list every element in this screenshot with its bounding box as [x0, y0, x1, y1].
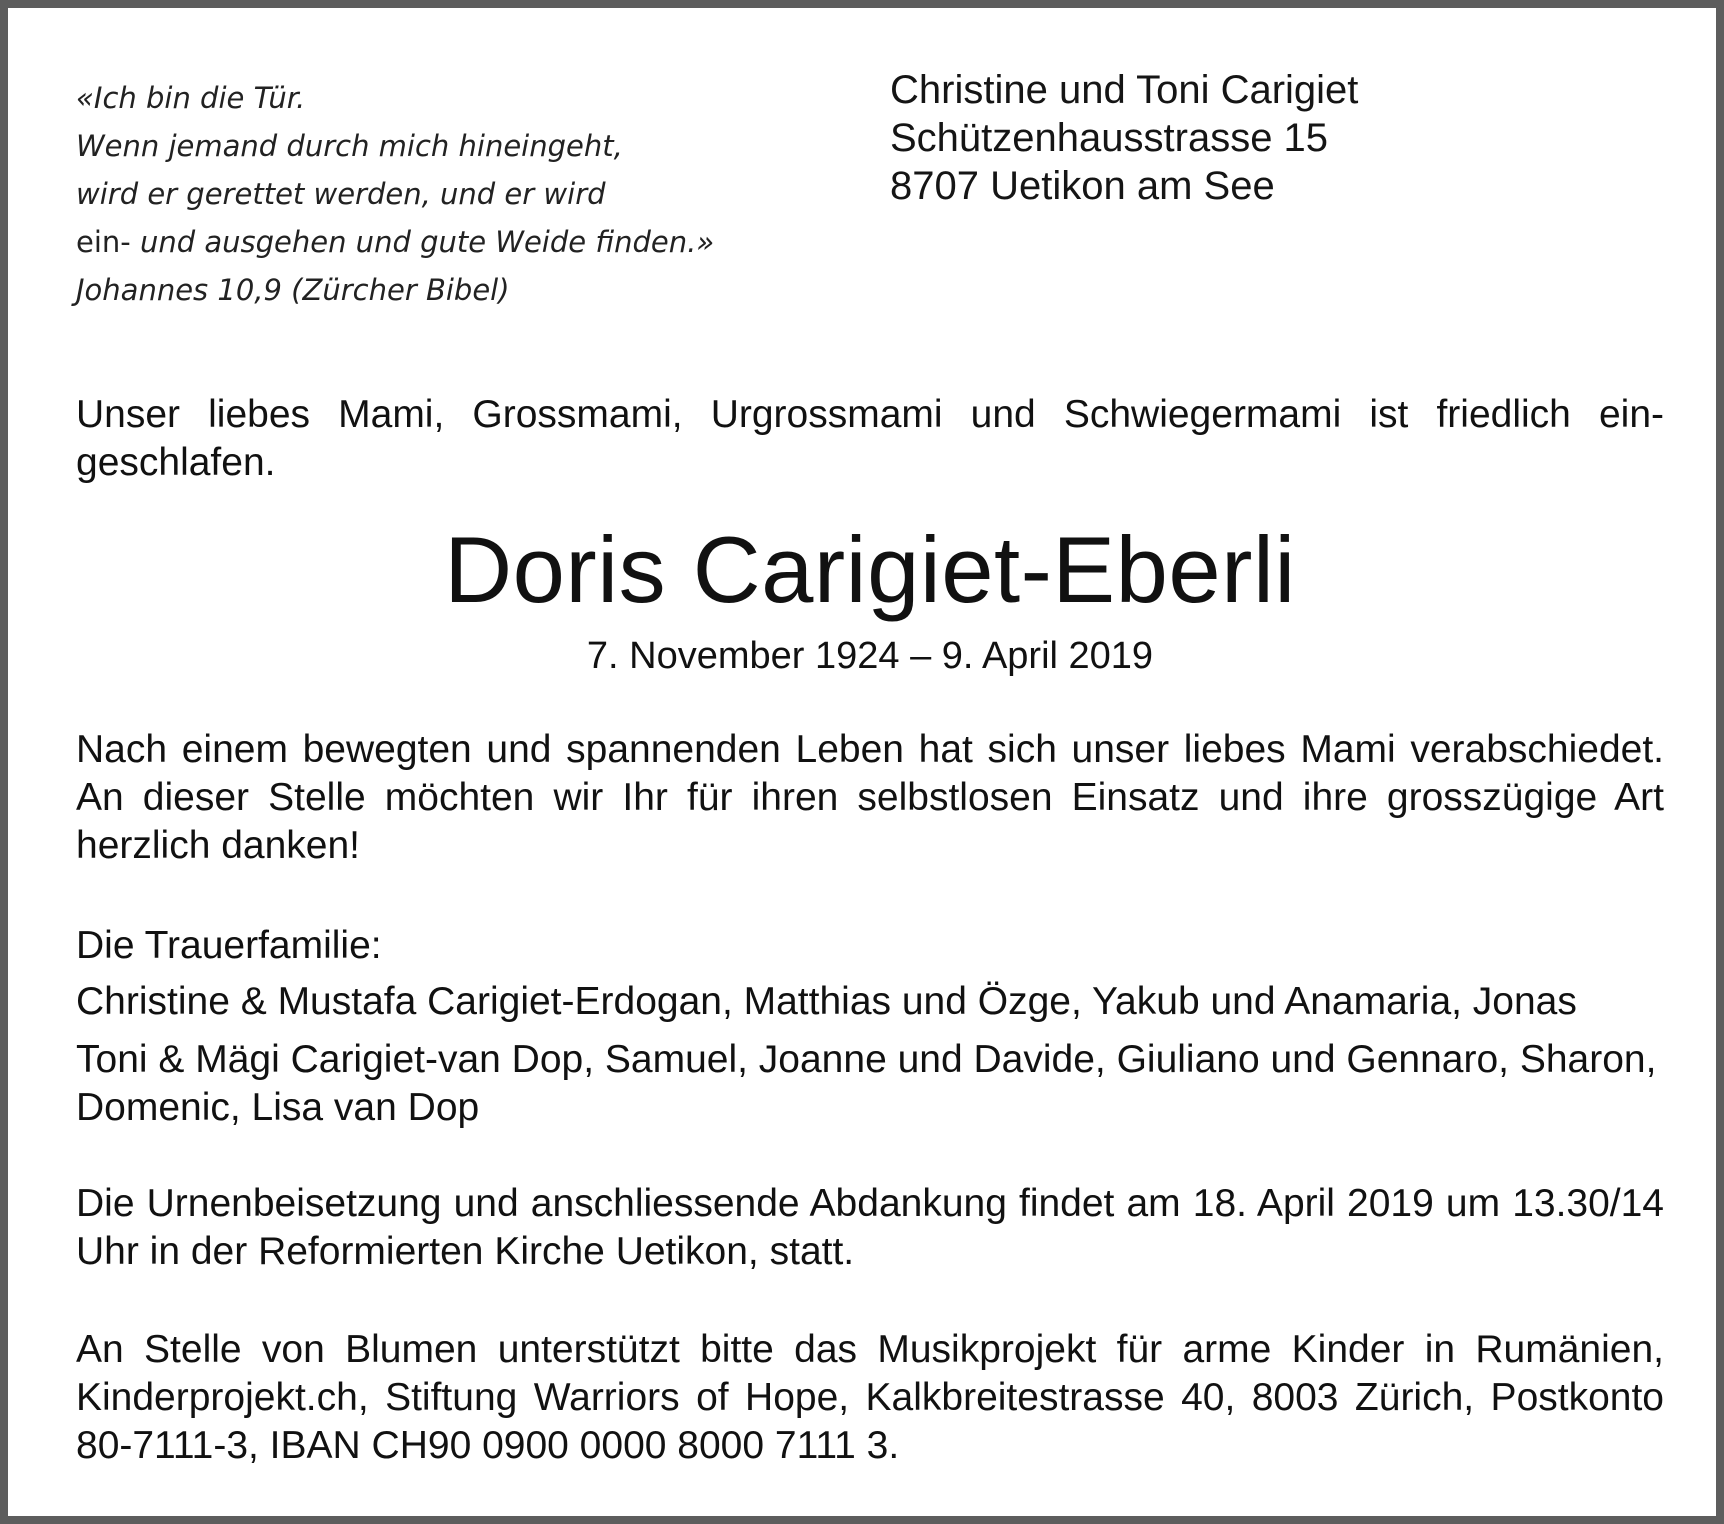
family-line-1: Christine & Mustafa Carigiet-Erdogan, Matthias und Özge, Yakub und Anamaria, Jonas — [76, 980, 1577, 1023]
service-info: Die Urnenbeisetzung und anschliessende Abdankung findet am 18. April 2019 um 13.30/14 Uhr in der Reformierten Kirche Uetikon, statt. — [76, 1182, 1664, 1273]
address-name: Christine und Toni Carigiet — [890, 68, 1359, 112]
intro-text: Unser liebes Mami, Grossmami, Urgrossmami und Schwiegermami ist friedlich ein-geschlafen. — [76, 393, 1664, 484]
address-street: Schützenhausstrasse 15 — [890, 116, 1329, 160]
life-text: Nach einem bewegten und spannenden Leben hat sich unser liebes Mami verabschiedet. An dieser Stelle möchten wir Ihr für ihren selbstlosen Einsatz und ihre grosszügige Art herzlich danken! — [76, 728, 1664, 867]
quote-line-1: «Ich bin die Tür. — [76, 81, 306, 115]
family-line-2: Toni & Mägi Carigiet-van Dop, Samuel, Joanne und Davide, Giuliano und Gennaro, Sharon, Domenic, Lisa van Dop — [76, 1038, 1657, 1129]
quote-reference: Johannes 10,9 (Zürcher Bibel) — [76, 273, 510, 307]
life-dates: 7. November 1924 – 9. April 2019 — [586, 635, 1154, 677]
quote-line-2: Wenn jemand durch mich hineingeht, — [76, 129, 623, 163]
quote-line-4-prefix: ein- — [76, 225, 131, 259]
quote-line-4-rest: und ausgehen und gute Weide finden.» — [130, 225, 715, 259]
bible-quote — [76, 74, 836, 314]
quote-line-3: wird er gerettet werden, und er wird — [76, 177, 606, 211]
address-city: 8707 Uetikon am See — [890, 164, 1275, 208]
deceased-name: Doris Carigiet-Eberli — [444, 517, 1296, 622]
donation-info: An Stelle von Blumen unterstützt bitte das Musikprojekt für arme Kinder in Rumänien, Kinderprojekt.ch, Stiftung Warriors of Hope, Kalkbreitestrasse 40, 8003 Zürich, Postkonto 80-7111-3, IBAN CH90 0900 0000 8000 7111 3. — [76, 1328, 1664, 1467]
family-title: Die Trauerfamilie: — [76, 924, 382, 967]
quote-line-4 — [76, 218, 836, 266]
family-address — [890, 66, 1650, 210]
